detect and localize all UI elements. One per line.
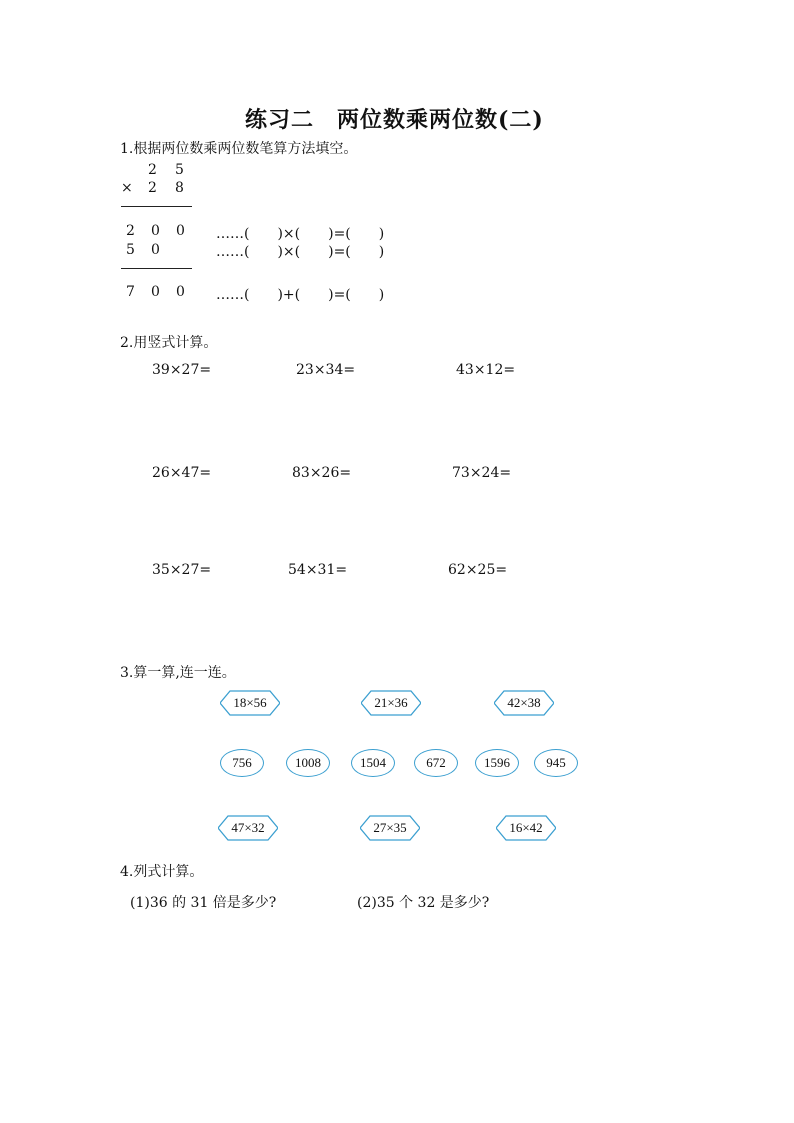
calc-problem: 83×26= — [292, 465, 352, 481]
expression-label: 42×38 — [507, 695, 541, 710]
hexagon-expression[interactable] — [218, 815, 278, 841]
expression-label: 18×56 — [233, 695, 267, 710]
expression-label: 16×42 — [509, 820, 543, 835]
hexagon-expression[interactable] — [360, 815, 420, 841]
answer-oval[interactable]: 1596 — [475, 749, 519, 777]
calc-problem: 35×27= — [152, 562, 212, 578]
digit: 2 — [126, 223, 135, 239]
word-problem: (1)36 的 31 倍是多少? — [130, 895, 277, 911]
digit: 5 — [126, 242, 135, 258]
fill-blank-note[interactable]: ……( )×( )=( ) — [216, 226, 385, 242]
expression-label: 47×32 — [231, 820, 265, 835]
digit: 8 — [175, 180, 184, 196]
digit: 0 — [176, 284, 185, 300]
answer-oval[interactable]: 945 — [534, 749, 578, 777]
word-problem: (2)35 个 32 是多少? — [357, 895, 490, 911]
calc-problem: 26×47= — [152, 465, 212, 481]
calc-problem: 39×27= — [152, 362, 212, 378]
digit: 0 — [176, 223, 185, 239]
q4-heading: 4.列式计算。 — [120, 864, 204, 880]
digit: 2 — [148, 180, 157, 196]
calc-problem: 73×24= — [452, 465, 512, 481]
q3-heading: 3.算一算,连一连。 — [120, 665, 236, 681]
digit: 7 — [126, 284, 135, 300]
answer-oval[interactable]: 672 — [414, 749, 458, 777]
q1-heading: 1.根据两位数乘两位数笔算方法填空。 — [120, 141, 358, 157]
calc-problem: 54×31= — [288, 562, 348, 578]
hexagon-expression[interactable] — [496, 815, 556, 841]
calc-problem: 43×12= — [456, 362, 516, 378]
fill-blank-note[interactable]: ……( )×( )=( ) — [216, 244, 385, 260]
hexagon-expression[interactable] — [361, 690, 421, 716]
times-sign: × — [121, 180, 133, 196]
expression-label: 21×36 — [374, 695, 408, 710]
digit: 5 — [175, 162, 184, 178]
q2-heading: 2.用竖式计算。 — [120, 335, 218, 351]
digit: 2 — [148, 162, 157, 178]
hexagon-expression[interactable] — [220, 690, 280, 716]
answer-oval[interactable]: 1504 — [351, 749, 395, 777]
page-title: 练习二 两位数乘两位数(二) — [245, 107, 544, 133]
answer-oval[interactable]: 1008 — [286, 749, 330, 777]
calc-problem: 23×34= — [296, 362, 356, 378]
divider-line — [121, 268, 192, 269]
expression-label: 27×35 — [373, 820, 407, 835]
hexagon-expression[interactable] — [494, 690, 554, 716]
fill-blank-note[interactable]: ……( )+( )=( ) — [216, 287, 385, 303]
digit: 0 — [151, 284, 160, 300]
answer-oval[interactable]: 756 — [220, 749, 264, 777]
digit: 0 — [151, 242, 160, 258]
digit: 0 — [151, 223, 160, 239]
calc-problem: 62×25= — [448, 562, 508, 578]
divider-line — [121, 206, 192, 207]
